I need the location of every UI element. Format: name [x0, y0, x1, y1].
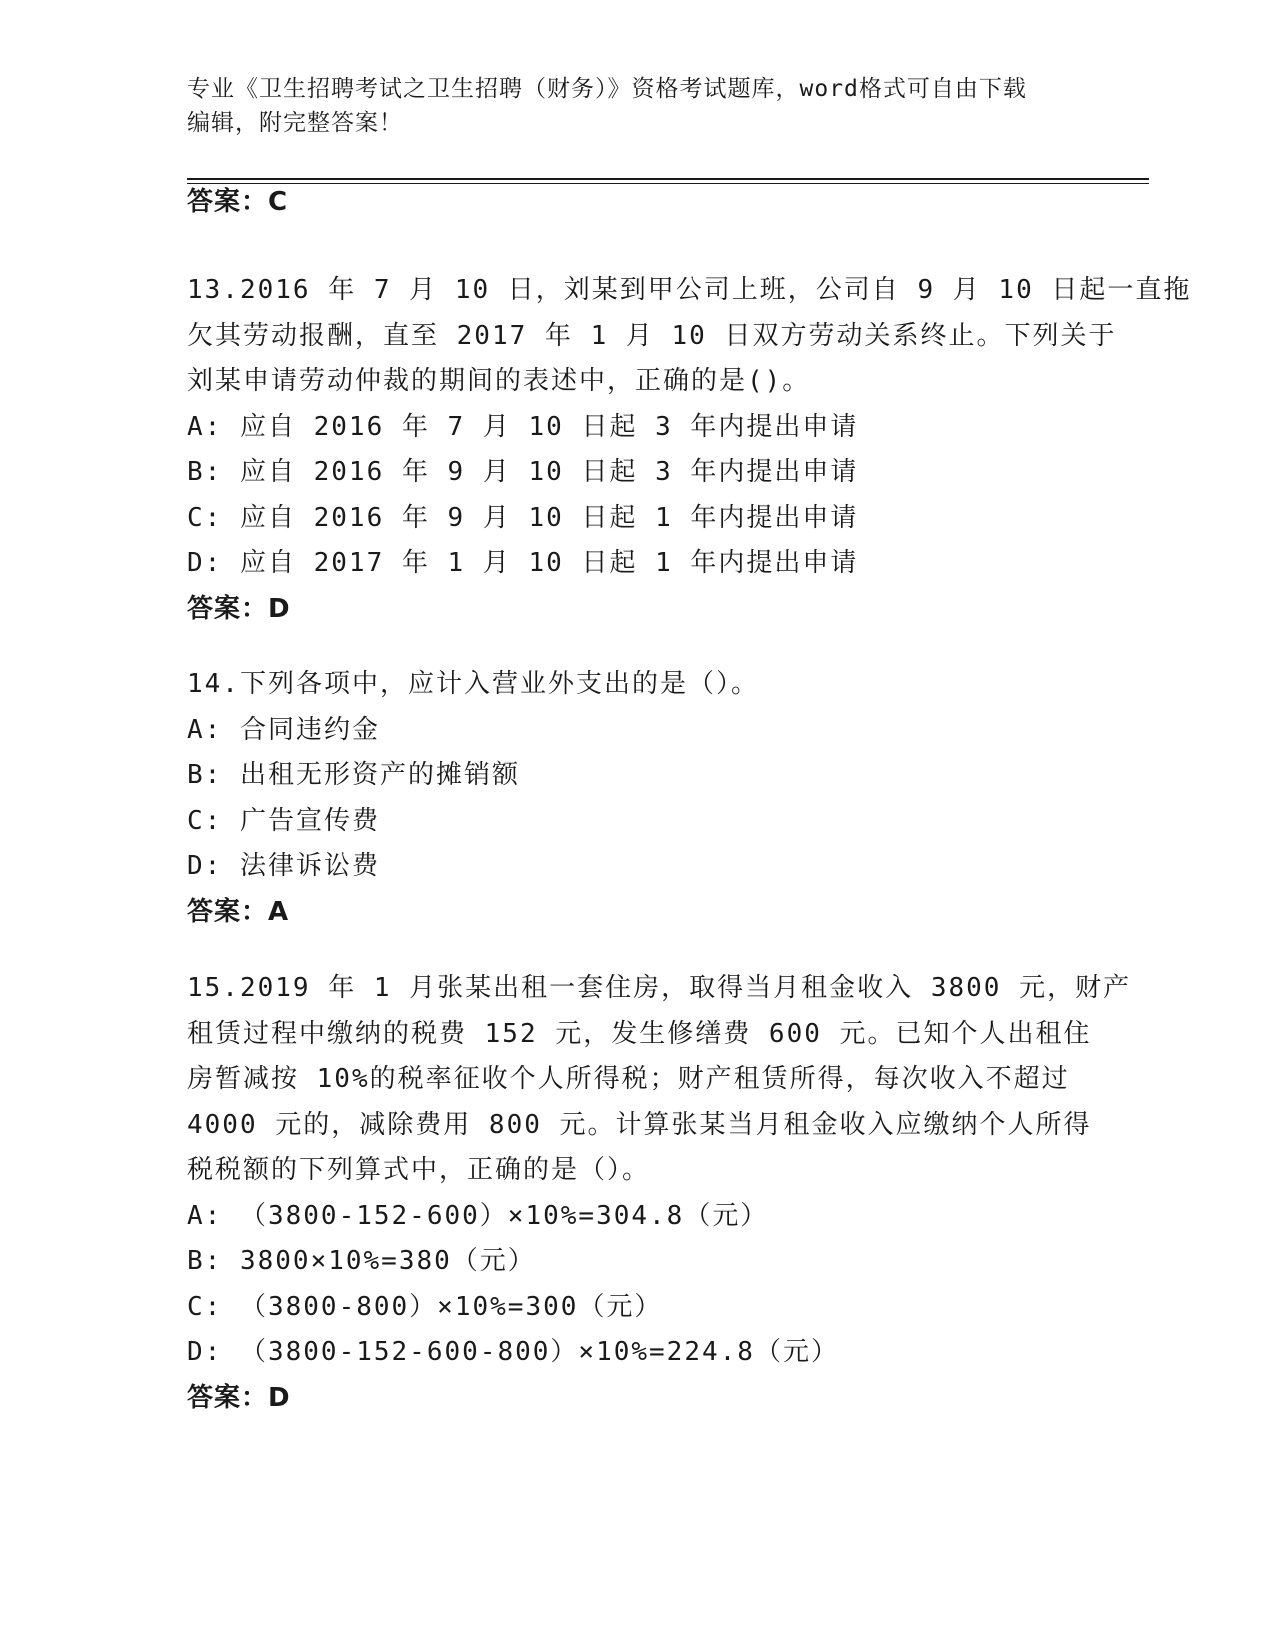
answer-label: 答案：A [187, 896, 290, 927]
option-c: C: 应自 2016 年 9 月 10 日起 1 年内提出申请 [187, 502, 859, 533]
header-line: 专业《卫生招聘考试之卫生招聘（财务）》资格考试题库，word格式可自由下载 [187, 76, 1027, 102]
question-text-line: 欠其劳动报酬，直至 2017 年 1 月 10 日双方劳动关系终止。下列关于 [187, 320, 1117, 351]
question-15 [187, 966, 1132, 1421]
option-d: D: 应自 2017 年 1 月 10 日起 1 年内提出申请 [187, 548, 859, 578]
option-d: D: （3800-152-600-800）×10%=224.8（元） [187, 1337, 839, 1367]
question-text-line: 租赁过程中缴纳的税费 152 元，发生修缮费 600 元。已知个人出租住 [187, 1018, 1092, 1049]
answer-label: 答案：D [187, 593, 291, 624]
option-b: B: 出租无形资产的摊销额 [187, 760, 520, 790]
question-text-line: 15.2019 年 1 月张某出租一套住房，取得当月租金收入 3800 元，财产 [187, 973, 1132, 1003]
option-a: A: 合同违约金 [187, 714, 380, 745]
option-b: B: 应自 2016 年 9 月 10 日起 3 年内提出申请 [187, 457, 859, 487]
option-a: A: 应自 2016 年 7 月 10 日起 3 年内提出申请 [187, 411, 859, 442]
header-line: 编辑，附完整答案！ [187, 110, 403, 136]
previous-answer-block [187, 180, 1087, 226]
option-b: B: 3800×10%=380（元） [187, 1246, 536, 1276]
question-text-line: 4000 元的，减除费用 800 元。计算张某当月租金收入应缴纳个人所得 [187, 1109, 1092, 1140]
answer-label: 答案：D [187, 1382, 291, 1413]
question-text-line: 房暂减按 10%的税率征收个人所得税；财产租赁所得，每次收入不超过 [187, 1064, 1070, 1094]
question-text-line: 13.2016 年 7 月 10 日，刘某到甲公司上班，公司自 9 月 10 日起一直拖 [187, 275, 1192, 305]
answer-label: 答案：C [187, 187, 289, 217]
option-a: A: （3800-152-600）×10%=304.8（元） [187, 1200, 769, 1231]
option-c: C: 广告宣传费 [187, 805, 380, 836]
question-text-line: 14.下列各项中，应计入营业外支出的是（）。 [187, 669, 759, 699]
question-13 [187, 268, 1192, 632]
question-14 [187, 662, 1087, 935]
option-c: C: （3800-800）×10%=300（元） [187, 1291, 663, 1322]
question-text-line: 刘某申请劳动仲裁的期间的表述中，正确的是()。 [187, 366, 811, 396]
question-text-line: 税税额的下列算式中，正确的是（）。 [187, 1155, 651, 1185]
page-header [187, 72, 1087, 140]
option-d: D: 法律诉讼费 [187, 851, 380, 881]
